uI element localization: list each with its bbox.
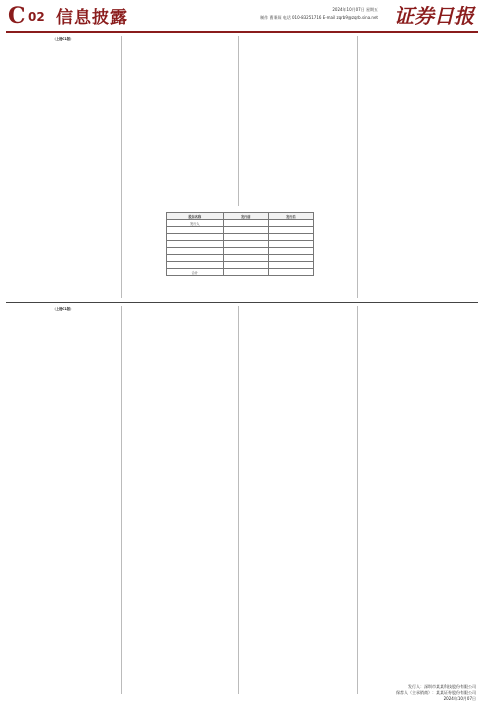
upper-continued-label: （上接C1版） — [52, 37, 74, 41]
table-cell — [223, 227, 268, 234]
table-row — [167, 241, 314, 248]
lower-continued-label: （上接C1版） — [52, 307, 74, 311]
table-cell — [268, 269, 313, 276]
table-row — [167, 234, 314, 241]
table-header-row — [167, 213, 314, 220]
table-cell — [268, 220, 313, 227]
table-cell — [167, 227, 224, 234]
masthead — [6, 4, 478, 30]
column-rule — [121, 306, 122, 694]
table-row — [167, 262, 314, 269]
masthead-rule — [6, 31, 478, 33]
shareholding-table — [166, 212, 314, 276]
table-cell — [223, 234, 268, 241]
page-number: 02 — [28, 10, 45, 24]
table-cell — [167, 262, 224, 269]
section-divider — [6, 302, 478, 303]
section-letter: C — [8, 3, 26, 29]
column-rule — [357, 306, 358, 694]
table-cell — [268, 234, 313, 241]
issuer-name: 发行人：深圳市某某科技股份有限公司 — [408, 684, 476, 689]
table-header: 股东名称 — [167, 213, 224, 220]
table-row — [167, 269, 314, 276]
table-cell — [268, 262, 313, 269]
table-cell — [167, 248, 224, 255]
table-cell — [223, 220, 268, 227]
lower-column-4 — [361, 306, 477, 678]
table-row — [167, 248, 314, 255]
issue-date: 2024年10月07日 星期五 — [332, 7, 378, 12]
upper-column-4 — [361, 36, 477, 298]
lower-column-3 — [242, 306, 354, 694]
table-cell — [268, 241, 313, 248]
table-cell: 合计 — [167, 269, 224, 276]
table-cell — [268, 255, 313, 262]
table-row — [167, 255, 314, 262]
table-header: 发行后 — [268, 213, 313, 220]
table-cell: 发行人 — [167, 220, 224, 227]
upper-column-1 — [8, 36, 118, 298]
column-rule — [121, 36, 122, 298]
upper-column-2 — [125, 36, 235, 206]
editor-info: 制作 曹秉琛 电话 010-83251716 E-mail zqrb9@zqrb.sina.net — [260, 15, 378, 20]
table-cell — [223, 262, 268, 269]
table-cell — [223, 255, 268, 262]
table-cell — [167, 255, 224, 262]
table-header: 发行前 — [223, 213, 268, 220]
signature-date: 2024年10月07日 — [443, 696, 476, 701]
column-rule — [238, 306, 239, 694]
table-cell — [223, 241, 268, 248]
issuer-signature — [396, 684, 476, 702]
table-cell — [268, 248, 313, 255]
table-cell — [268, 227, 313, 234]
lower-column-2 — [125, 306, 235, 694]
table-cell — [167, 234, 224, 241]
table-row — [167, 227, 314, 234]
table-cell — [223, 269, 268, 276]
table-cell — [167, 241, 224, 248]
section-title: 信息披露 — [56, 8, 128, 28]
underwriter-name: 保荐人（主承销商）：某某证券股份有限公司 — [396, 690, 476, 695]
lower-column-1 — [8, 306, 118, 694]
table-row — [167, 220, 314, 227]
column-rule — [238, 36, 239, 206]
column-rule — [357, 36, 358, 298]
newspaper-logo: 证券日报 — [394, 4, 474, 28]
table-cell — [223, 248, 268, 255]
